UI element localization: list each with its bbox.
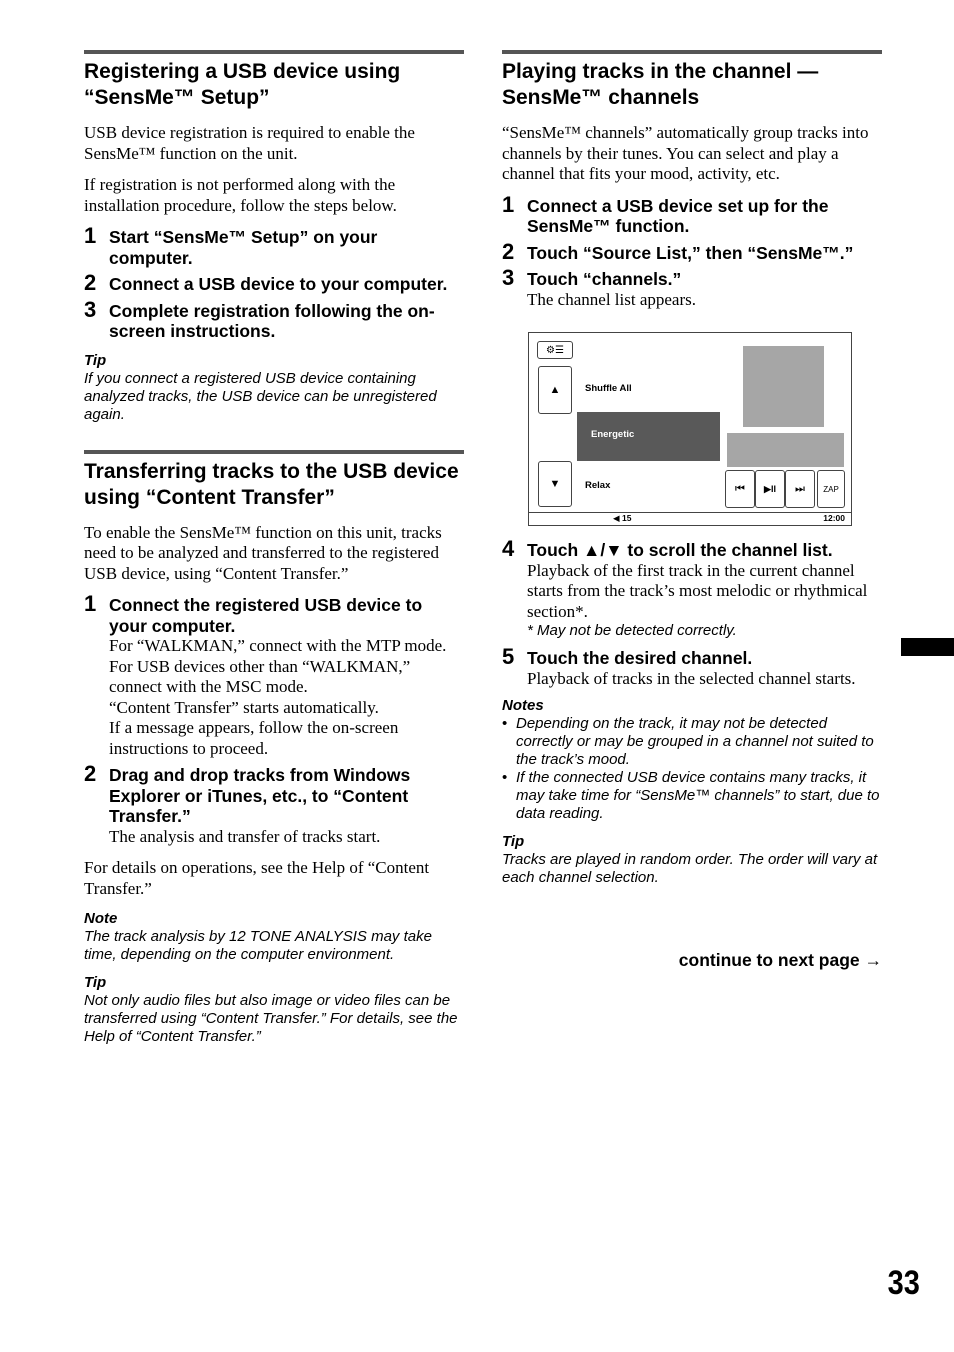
continue-next-page: continue to next page → bbox=[678, 950, 882, 970]
album-art-image bbox=[743, 346, 824, 427]
bullet-icon: • bbox=[502, 769, 508, 786]
section-heading-rule bbox=[84, 450, 464, 511]
step-item bbox=[84, 223, 464, 268]
step-title: Connect a USB device set up for the SensMe™ function. bbox=[527, 195, 829, 236]
step-body: “Content Transfer” starts automatically. bbox=[109, 697, 379, 717]
channel-item-selected-highlight[interactable] bbox=[577, 412, 720, 461]
scroll-down-button[interactable]: ▼ bbox=[538, 461, 572, 507]
tip-label: Tip bbox=[84, 351, 107, 369]
section-heading: Registering a USB device using “SensMe™ Setup” bbox=[84, 60, 401, 109]
tip-text: If you connect a registered USB device containing analyzed tracks, the USB device can be unregistered again. bbox=[84, 369, 437, 423]
clock: 12:00 bbox=[823, 513, 845, 523]
options-menu-icon[interactable]: ⚙☰ bbox=[537, 341, 573, 359]
note-bullet-item bbox=[502, 769, 882, 823]
channel-list-screen bbox=[528, 332, 852, 526]
paragraph: If registration is not performed along with the installation procedure, follow the steps below. bbox=[84, 175, 397, 215]
notes-label: Notes bbox=[502, 697, 544, 714]
step-item bbox=[84, 591, 464, 759]
right-column bbox=[502, 50, 882, 887]
note-label: Note bbox=[84, 910, 118, 927]
paragraph: “SensMe™ channels” automatically group tracks into channels by their tunes. You can select and play a channel that fits your mood, activity, etc. bbox=[502, 123, 869, 183]
step-item bbox=[84, 296, 464, 342]
step-number: 1 bbox=[84, 223, 97, 248]
step-item bbox=[84, 270, 464, 295]
step-body: Playback of tracks in the selected channel starts. bbox=[527, 668, 856, 688]
step-item bbox=[502, 644, 882, 689]
next-track-icon[interactable]: ⏭ bbox=[785, 470, 815, 508]
step-title: Touch ▲/▼ to scroll the channel list. bbox=[527, 540, 833, 560]
scroll-up-button[interactable]: ▲ bbox=[538, 366, 572, 414]
section-index-tab bbox=[901, 638, 954, 656]
bullet-icon: • bbox=[502, 715, 508, 732]
note-text: If the connected USB device contains many tracks, it may take time for “SensMe™ channels” to start, due to data reading. bbox=[516, 769, 880, 822]
paragraph: To enable the SensMe™ function on this unit, tracks need to be analyzed and transferred to the registered USB device, using “Content Transfer.” bbox=[84, 522, 442, 583]
step-number: 3 bbox=[84, 296, 97, 322]
step-title: Connect the registered USB device to your computer. bbox=[109, 595, 423, 636]
track-info-panel bbox=[727, 433, 844, 467]
section-register-usb bbox=[84, 50, 464, 424]
step-number: 2 bbox=[84, 270, 97, 295]
tip-label: Tip bbox=[84, 974, 107, 991]
channel-item-relax[interactable]: Relax bbox=[585, 480, 611, 491]
step-body: If a message appears, follow the on-screen instructions to proceed. bbox=[109, 718, 399, 758]
section-heading: Playing tracks in the channel — SensMe™ channels bbox=[502, 60, 819, 109]
step-title: Touch “channels.” bbox=[527, 269, 682, 289]
channel-item-energetic: Energetic bbox=[591, 429, 635, 440]
step-item bbox=[502, 536, 882, 640]
step-item bbox=[502, 265, 882, 310]
step-body: The channel list appears. bbox=[527, 289, 696, 309]
page-number: 33 bbox=[887, 1264, 920, 1302]
note-text: Depending on the track, it may not be detected correctly or may be grouped in a channel not suited to the track’s mood. bbox=[516, 715, 874, 768]
step-item bbox=[502, 238, 882, 264]
left-column bbox=[84, 50, 464, 1046]
step-title: Complete registration following the on-screen instructions. bbox=[109, 300, 435, 341]
note-text: The track analysis by 12 TONE ANALYSIS may take time, depending on the computer environment. bbox=[84, 928, 432, 963]
step-body: For USB devices other than “WALKMAN,” connect with the MSC mode. bbox=[109, 656, 411, 696]
status-bar bbox=[529, 512, 851, 525]
tip-text: Not only audio files but also image or video files can be transferred using “Content Transfer.” For details, see the Help of “Content Transfer.” bbox=[84, 992, 458, 1045]
step-body: The analysis and transfer of tracks start. bbox=[109, 826, 381, 846]
volume-level: 15 bbox=[622, 513, 632, 523]
paragraph: For details on operations, see the Help of “Content Transfer.” bbox=[84, 858, 430, 898]
step-number: 2 bbox=[84, 761, 97, 786]
section-content-transfer bbox=[84, 450, 464, 1047]
channel-item-shuffle-all[interactable]: Shuffle All bbox=[585, 383, 632, 394]
step-title: Drag and drop tracks from Windows Explorer or iTunes, etc., to “Content Transfer.” bbox=[109, 765, 411, 826]
step-number: 5 bbox=[502, 644, 515, 669]
step-number: 2 bbox=[502, 238, 515, 264]
step-item bbox=[84, 761, 464, 847]
step-number: 1 bbox=[84, 591, 97, 616]
step-number: 1 bbox=[502, 191, 515, 217]
section-heading: Transferring tracks to the USB device using “Content Transfer” bbox=[84, 459, 459, 509]
step-item bbox=[502, 191, 882, 237]
play-pause-icon[interactable]: ▶II bbox=[755, 470, 785, 508]
zap-button[interactable]: ZAP bbox=[817, 470, 845, 508]
step-title: Start “SensMe™ Setup” on your computer. bbox=[109, 227, 378, 268]
step-title: Touch “Source List,” then “SensMe™.” bbox=[527, 242, 854, 263]
note-bullet-item bbox=[502, 715, 882, 769]
step-title: Touch the desired channel. bbox=[527, 648, 753, 668]
step-body: For “WALKMAN,” connect with the MTP mode. bbox=[109, 636, 447, 655]
section-heading-rule bbox=[502, 50, 882, 111]
step-title: Connect a USB device to your computer. bbox=[109, 274, 448, 294]
step-body: Playback of the first track in the current channel starts from the track’s most melodic or rhythmical section*. bbox=[527, 560, 868, 621]
volume-icon: ◀ bbox=[613, 513, 620, 523]
footnote: * May not be detected correctly. bbox=[527, 622, 737, 639]
tip-label: Tip bbox=[502, 833, 525, 850]
section-heading-rule bbox=[84, 50, 464, 111]
paragraph: USB device registration is required to enable the SensMe™ function on the unit. bbox=[84, 123, 415, 163]
step-number: 3 bbox=[502, 265, 515, 290]
step-number: 4 bbox=[502, 536, 515, 561]
tip-text: Tracks are played in random order. The order will vary at each channel selection. bbox=[502, 851, 878, 886]
previous-track-icon[interactable]: ⏮ bbox=[725, 470, 755, 508]
